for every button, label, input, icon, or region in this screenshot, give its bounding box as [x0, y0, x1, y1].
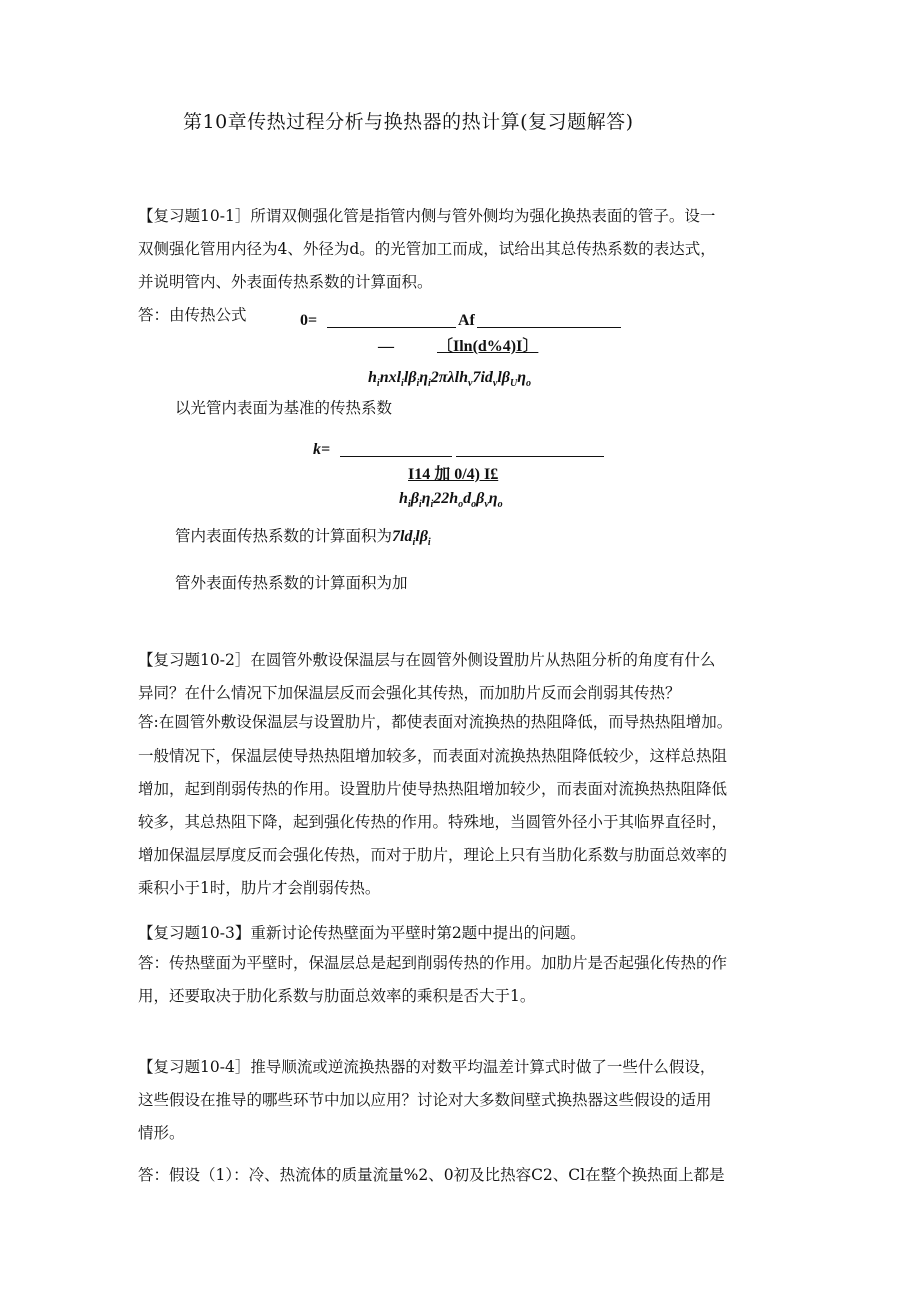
inner-area-value: $7ld_il\beta_i$	[392, 528, 431, 549]
paragraph-line: 【复习题10-4］推导顺流或逆流换热器的对数平均温差计算式时做了一些什么假设，	[138, 1058, 716, 1076]
formula-numerator: Af	[458, 312, 475, 329]
paragraph-line: 【复习题10-1］所谓双侧强化管是指管内侧与管外侧均为强化换热表面的管子。设一	[138, 207, 716, 225]
inner-area-line	[175, 526, 431, 553]
paragraph-line: 异同？在什么情况下加保温层反而会强化其传热，而加肋片反而会削弱其传热？	[138, 684, 681, 702]
paragraph-line: 答：假设（1）：冷、热流体的质量流量%2、0初及比热容C2、Cl在整个换热面上都是	[138, 1166, 725, 1184]
page-title: 第10章传热过程分析与换热器的热计算(复习题解答)	[183, 111, 634, 133]
outer-area-line: 管外表面传热系数的计算面积为加	[175, 574, 408, 592]
paragraph-line: 一般情况下，保温层使导热热阻增加较多，而表面对流换热热阻降低较少，这样总热阻	[138, 747, 728, 765]
answer-intro: 答：由传热公式	[138, 306, 247, 324]
formula-middle: I14 加 0/4) I£	[408, 466, 499, 483]
paragraph-line: 这些假设在推导的哪些环节中加以应用？讨论对大多数间壁式换热器这些假设的适用	[138, 1091, 712, 1109]
paragraph-line: 【复习题10-2］在圆管外敷设保温层与在圆管外侧设置肋片从热阻分析的角度有什么	[138, 651, 716, 669]
formula-dash: —	[378, 338, 394, 355]
formula-middle: 〔Iln(d%4)I〕	[437, 338, 539, 355]
formula-denominator-text: $h_i\beta_i\eta_i22h_od_o\beta_v\eta_o$	[399, 490, 503, 511]
formula-lhs: k=	[313, 441, 331, 458]
formula-denominator	[399, 489, 503, 515]
paragraph-line: 答:在圆管外敷设保温层与设置肋片，都使表面对流换热的热阻降低，而导热热阻增加。	[138, 713, 733, 731]
fraction-bar-right	[456, 456, 604, 457]
paragraph-line: 乘积小于1时，肋片才会削弱传热。	[138, 879, 381, 897]
paragraph-line: 并说明管内、外表面传热系数的计算面积。	[138, 273, 433, 291]
k-description: 以光管内表面为基准的传热系数	[175, 399, 393, 417]
paragraph-line: 双侧强化管用内径为4、外径为d。的光管加工而成，试给出其总传热系数的表达式，	[138, 240, 716, 258]
paragraph-line: 增加保温层厚度反而会强化传热，而对于肋片，理论上只有当肋化系数与肋面总效率的	[138, 846, 728, 864]
paragraph-line: 【复习题10-3】重新讨论传热壁面为平壁时第2题中提出的问题。	[138, 924, 586, 942]
paragraph-line: 答：传热壁面为平壁时，保温层总是起到削弱传热的作用。加肋片是否起强化传热的作	[138, 954, 728, 972]
paragraph-line: 情形。	[138, 1124, 185, 1142]
inner-area-label: 管内表面传热系数的计算面积为	[175, 527, 393, 545]
formula-lhs: 0=	[300, 312, 318, 329]
formula-denominator	[368, 368, 531, 394]
formula-denominator-text: $h_inxl_il\beta_i\eta_i2\pi\lambda lh_v7id_vl\beta_U\eta_o$	[368, 369, 531, 390]
paragraph-line: 用，还要取决于肋化系数与肋面总效率的乘积是否大于1。	[138, 987, 536, 1005]
fraction-bar-left	[340, 456, 452, 457]
paragraph-line: 增加，起到削弱传热的作用。设置肋片使导热热阻增加较少，而表面对流换热热阻降低	[138, 780, 728, 798]
paragraph-line: 较多，其总热阻下降，起到强化传热的作用。特殊地，当圆管外径小于其临界直径时，	[138, 813, 728, 831]
